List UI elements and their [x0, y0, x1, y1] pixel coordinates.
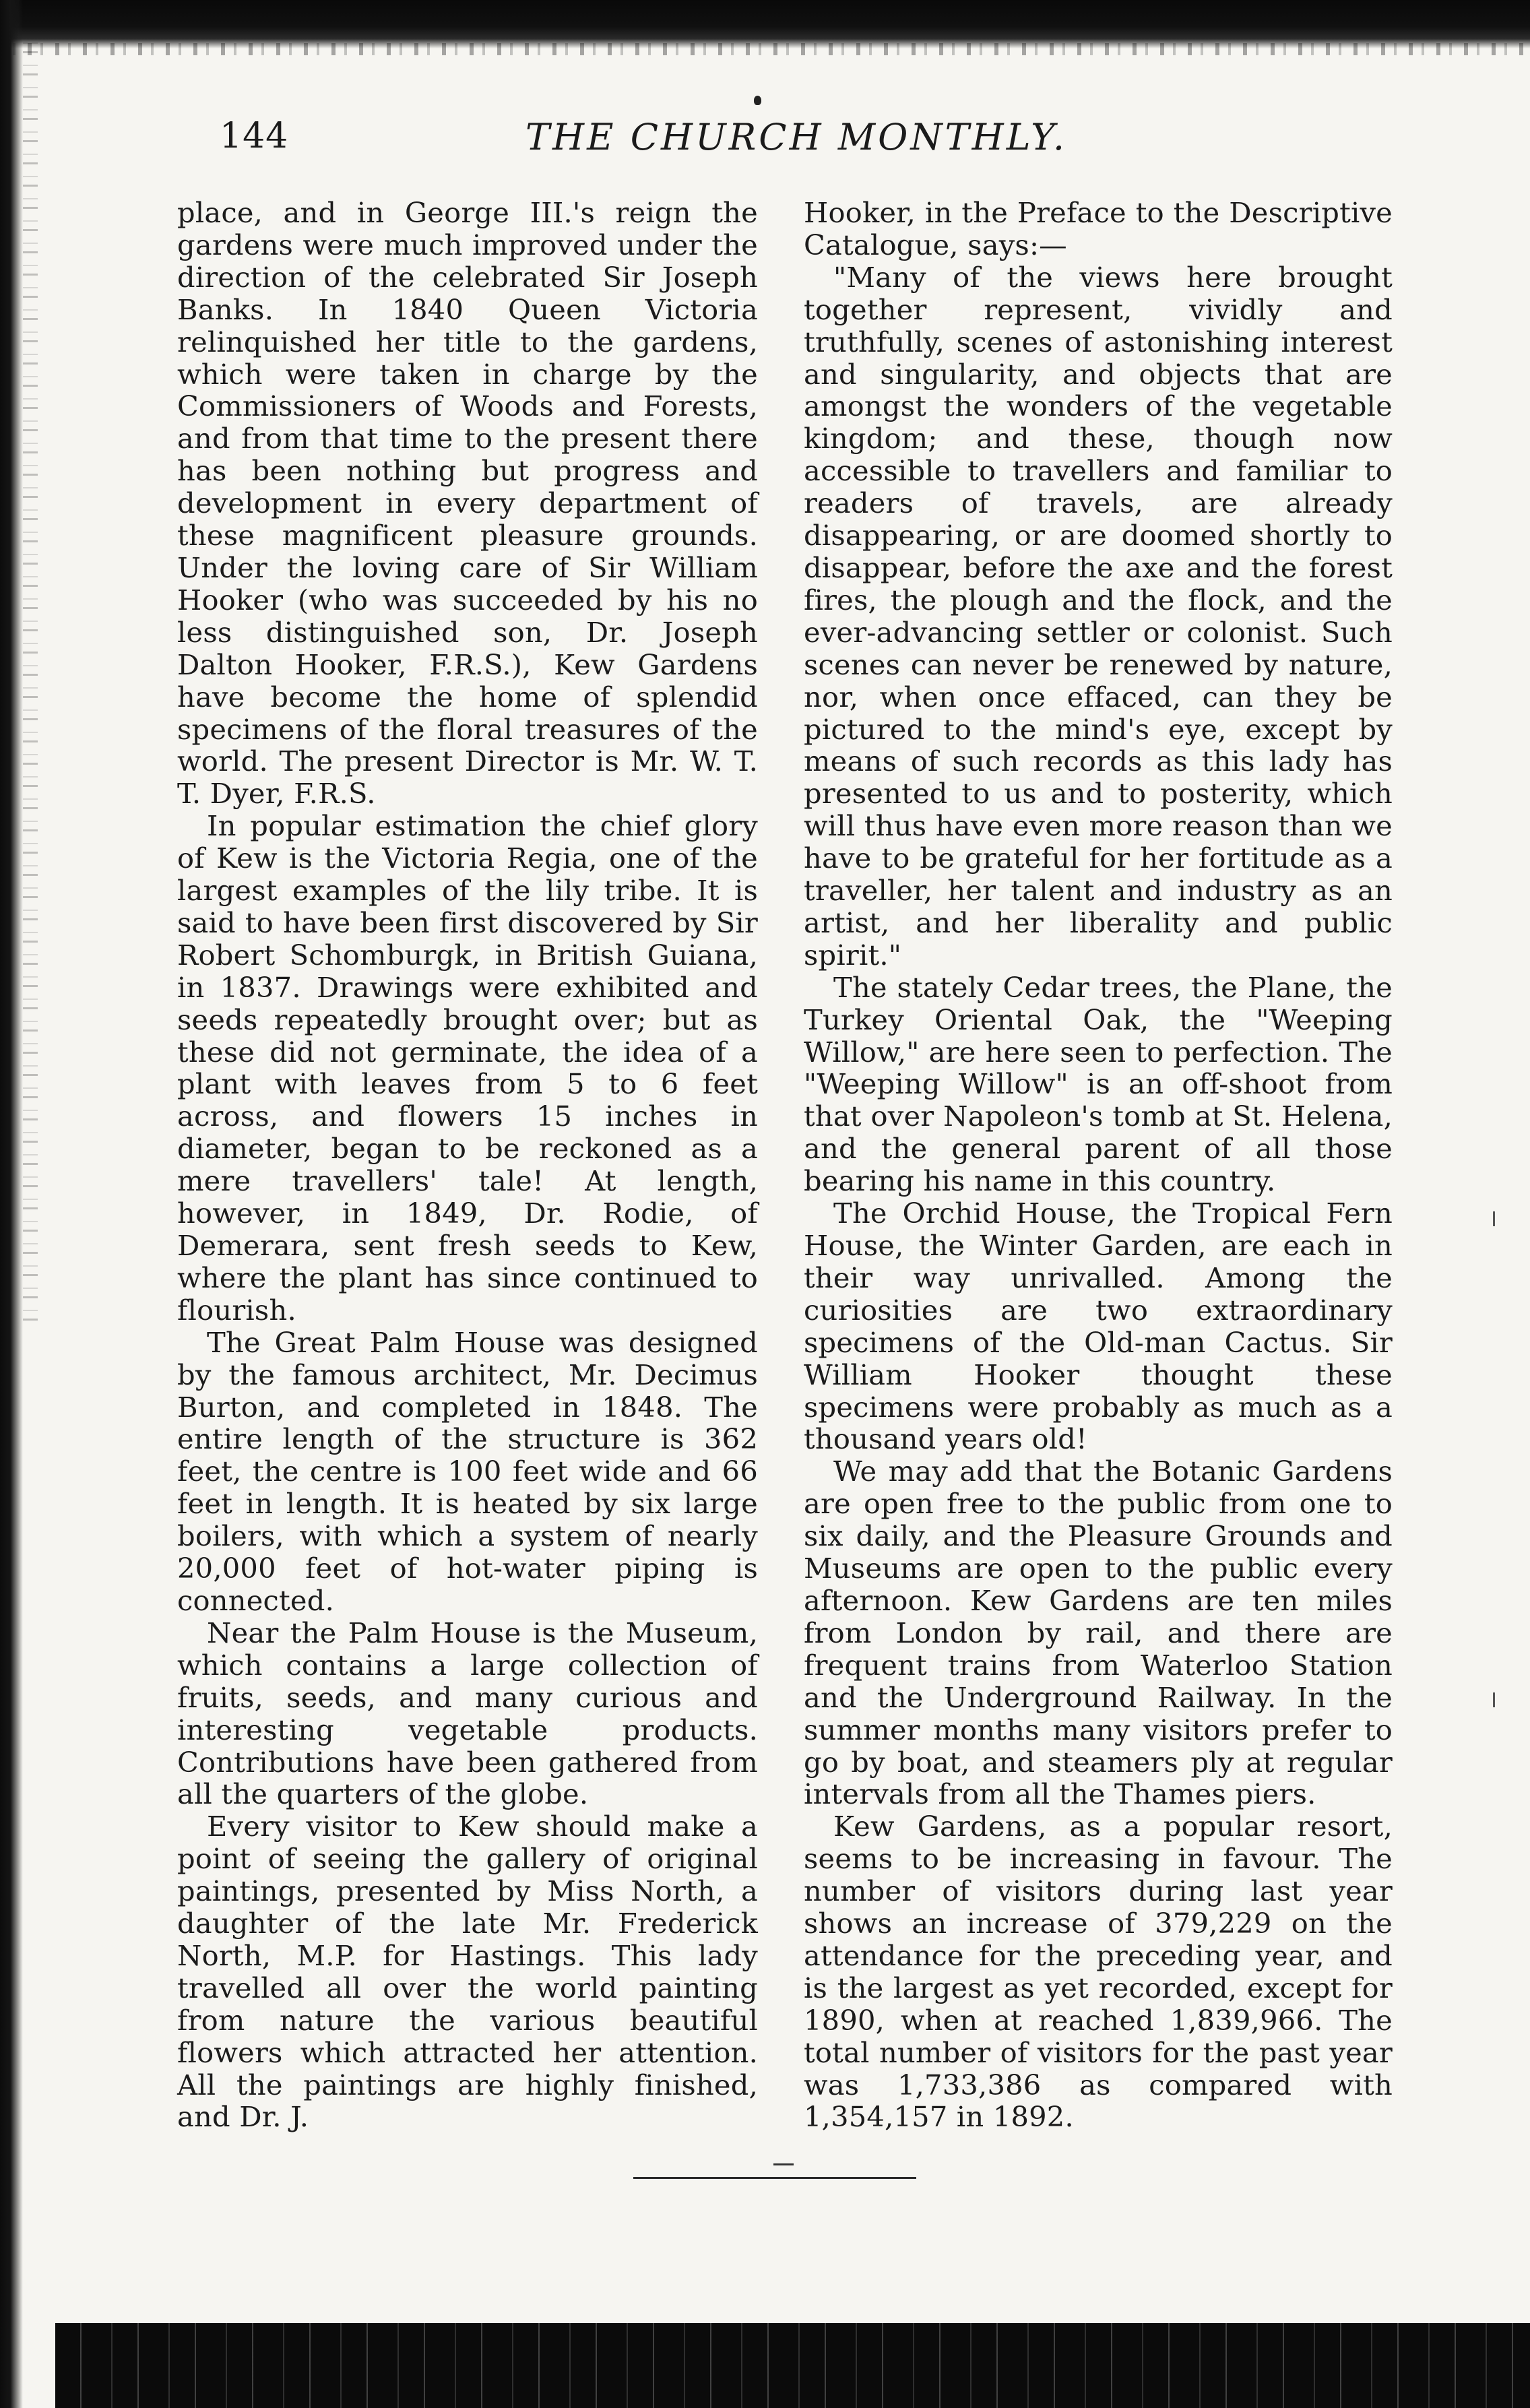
paragraph: Kew Gardens, as a popular resort, seems to be increasing in favour. The number of visitors during last year shows an increase of 379,229 on the attendance for the preceding year, and is the largest as yet recorded, except for 1890, when at reached 1,839,966. The total number of visitors for the past year was 1,733,386 as compared with 1,354,157 in 1892.: [804, 1810, 1393, 2134]
paragraph: The stately Cedar trees, the Plane, the Turkey Oriental Oak, the "Weeping Willow," are here seen to perfection. The "Weeping Willow" is an off-shoot from that over Napoleon's tomb at St. Helena, and the general parent of all those bearing his name in this country.: [804, 970, 1393, 1198]
end-rule: [633, 2177, 916, 2179]
paragraph: place, and in George III.'s reign the gardens were much improved under the direction of the celebrated Sir Joseph Banks. In 1840 Queen Victoria relinquished her title to the gardens, which were taken in charge by the Commissioners of Woods and Forests, and from that time to the present there has been nothing but progress and development in every department of these magnificent pleasure grounds. Under the loving care of Sir William Hooker (who was succeeded by his no less distinguished son, Dr. Joseph Dalton Hooker, F.R.S.), Kew Gardens have become the home of splendid specimens of the floral treasures of the world. The present Director is Mr. W. T. T. Dyer, F.R.S.: [177, 196, 758, 811]
text-column-right: [804, 197, 1393, 2133]
end-rule-ornament: [773, 2163, 794, 2165]
scan-border-bottom-speckle: [55, 2323, 1530, 2408]
paragraph: The Orchid House, the Tropical Fern House, the Winter Garden, are each in their way unrivalled. Among the curiosities are two extraordinary specimens of the Old-man Cactus. Sir William Hooker thought these specimens were probably as much as a thousand years old!: [804, 1197, 1393, 1456]
quotation-paragraph: "Many of the views here brought together represent, vividly and truthfully, scenes of astonishing interest and singularity, and objects that are amongst the wonders of the vegetable kingdom; and these, though now accessible to travellers and familiar to readers of travels, are already disappearing, or are doomed shortly to disappear, before the axe and the forest fires, the plough and the flock, and the ever-advancing settler or colonist. Such scenes can never be renewed by nature, nor, when once effaced, can they be pictured to the mind's eye, except by means of such records as this lady has presented to us and to posterity, which will thus have even more reason than we have to be grateful for her fortitude as a traveller, her talent and industry as an artist, and her liberality and public spirit.": [804, 260, 1393, 972]
scan-border-left: [0, 0, 23, 2408]
ink-mark: [754, 96, 761, 105]
margin-mark: [1493, 1211, 1495, 1226]
page-number: 144: [220, 116, 289, 156]
text-column-left: [177, 197, 758, 2133]
margin-mark: [1493, 1692, 1495, 1707]
scan-border-top-fringe: [0, 43, 1530, 55]
paragraph: We may add that the Botanic Gardens are open free to the public from one to six daily, and the Pleasure Grounds and Museums are open to the public every afternoon. Kew Gardens are ten miles from London by rail, and there are frequent trains from Waterloo Station and the Underground Railway. In the summer months many visitors prefer to go by boat, and steamers ply at regular intervals from all the Thames piers.: [804, 1455, 1393, 1811]
running-title: THE CHURCH MONTHLY.: [525, 116, 1068, 158]
paragraph: The Great Palm House was designed by the famous architect, Mr. Decimus Burton, and completed in 1848. The entire length of the structure is 362 feet, the centre is 100 feet wide and 66 feet in length. It is heated by six large boilers, with which a system of nearly 20,000 feet of hot-water piping is connected.: [177, 1325, 758, 1617]
scan-border-left-fringe: [23, 40, 38, 1321]
paragraph: In popular estimation the chief glory of Kew is the Victoria Regia, one of the largest examples of the lily tribe. It is said to have been first discovered by Sir Robert Schomburgk, in British Guiana, in 1837. Drawings were exhibited and seeds repeatedly brought over; but as these did not germinate, the idea of a plant with leaves from 5 to 6 feet across, and flowers 15 inches in diameter, began to be reckoned as a mere travellers' tale! At length, however, in 1849, Dr. Rodie, of Demerara, sent fresh seeds to Kew, where the plant has since continued to flourish.: [177, 809, 758, 1327]
paragraph: Near the Palm House is the Museum, which contains a large collection of fruits, seeds, and many curious and interesting vegetable products. Contributions have been gathered from all the quarters of the globe.: [177, 1616, 758, 1811]
scan-border-top: [0, 0, 1530, 49]
paragraph: Hooker, in the Preface to the Descriptive Catalogue, says:—: [804, 196, 1393, 261]
paragraph: Every visitor to Kew should make a point of seeing the gallery of original paintings, presented by Miss North, a daughter of the late Mr. Frederick North, M.P. for Hastings. This lady travelled all over the world painting from nature the various beautiful flowers which attracted her attention. All the paintings are highly finished, and Dr. J.: [177, 1810, 758, 2134]
